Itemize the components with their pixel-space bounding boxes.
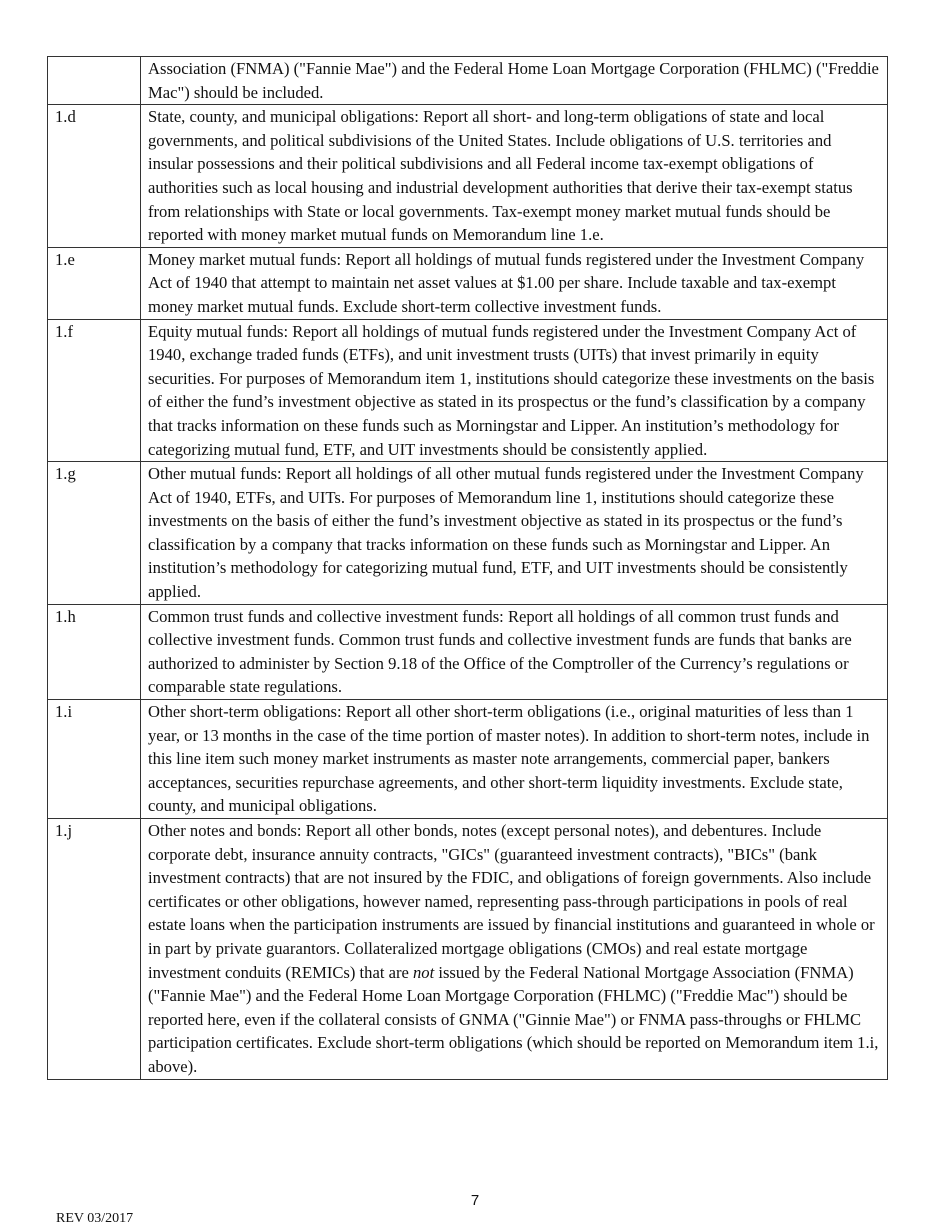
item-description <box>141 819 888 1080</box>
item-description: Other short-term obligations: Report all other short-term obligations (i.e., original maturities of less than 1 year, or 13 months in the case of the time portion of master notes). In addition to short-term notes, include in this line item such money market instruments as master note arrangements, commercial paper, bankers acceptances, securities repurchase agreements, and other short-term liquidity investments. Exclude state, county, and municipal obligations. <box>141 700 888 819</box>
table-row <box>48 819 888 1080</box>
item-code: 1.i <box>48 700 141 819</box>
table-row <box>48 604 888 699</box>
item-code: 1.f <box>48 319 141 462</box>
table-row <box>48 319 888 462</box>
item-description: Common trust funds and collective investment funds: Report all holdings of all common trust funds and collective investment funds. Common trust funds and collective investment funds are funds that banks are authorized to administer by Section 9.18 of the Office of the Comptroller of the Currency’s regulations or comparable state regulations. <box>141 604 888 699</box>
item-description: Other mutual funds: Report all holdings of all other mutual funds registered under the Investment Company Act of 1940, ETFs, and UITs. For purposes of Memorandum line 1, institutions should categorize these investments on the basis of either the fund’s investment objective as stated in its prospectus or the fund’s classification by a company that tracks information on these funds such as Morningstar and Lipper. An institution’s methodology for categorizing mutual fund, ETF, and UIT investments should be consistently applied. <box>141 462 888 605</box>
table-row <box>48 247 888 319</box>
revision-label: REV 03/2017 <box>56 1211 134 1226</box>
emphasis-text: not <box>413 962 435 982</box>
item-description: Equity mutual funds: Report all holdings of mutual funds registered under the Investment Company Act of 1940, exchange traded funds (ETFs), and unit investment trusts (UITs) that invest primarily in equity securities. For purposes of Memorandum item 1, institutions should categorize these investments on the basis of either the fund’s investment objective as stated in its prospectus or the fund’s classification by a company that tracks information on these funds such as Morningstar and Lipper. An institution’s methodology for categorizing mutual fund, ETF, and UIT investments should be consistently applied. <box>141 319 888 462</box>
item-code <box>48 57 141 105</box>
item-description: Money market mutual funds: Report all holdings of mutual funds registered under the Investment Company Act of 1940 that attempt to maintain net asset values at $1.00 per share. Include taxable and tax-exempt money market mutual funds. Exclude short-term collective investment funds. <box>141 247 888 319</box>
item-code: 1.j <box>48 819 141 1080</box>
item-code: 1.h <box>48 604 141 699</box>
definitions-table <box>47 56 888 1080</box>
item-description: Association (FNMA) ("Fannie Mae") and the Federal Home Loan Mortgage Corporation (FHLMC) ("Freddie Mac") should be included. <box>141 57 888 105</box>
table-row <box>48 700 888 819</box>
item-description: State, county, and municipal obligations: Report all short- and long-term obligations of state and local governments, and political subdivisions of the United States. Include obligations of U.S. territories and insular possessions and their political subdivisions and all Federal income tax-exempt obligations of authorities such as local housing and industrial development authorities that derive their tax-exempt status from relationships with State or local governments. Tax-exempt money market mutual funds should be reported with money market mutual funds on Memorandum line 1.e. <box>141 105 888 248</box>
table-row <box>48 105 888 248</box>
page-number: 7 <box>470 1192 480 1209</box>
item-code: 1.e <box>48 247 141 319</box>
item-code: 1.d <box>48 105 141 248</box>
table-row <box>48 57 888 105</box>
description-text: issued by the Federal National Mortgage Association (FNMA) ("Fannie Mae") and the Federal Home Loan Mortgage Corporation (FHLMC) ("Freddie Mac") should be reported here, even if the collateral consists of GNMA ("Ginnie Mae") or FNMA pass-throughs or FHLMC participation certificates. Exclude short-term obligations (which should be reported on Memorandum item 1.i, above). <box>148 962 879 1076</box>
item-code: 1.g <box>48 462 141 605</box>
description-text: Other notes and bonds: Report all other bonds, notes (except personal notes), and debentures. Include corporate debt, insurance annuity contracts, "GICs" (guaranteed investment contracts), "BICs" (bank investment contracts) that are not insured by the FDIC, and obligations of foreign governments. Also include certificates or other obligations, however named, representing pass-through participations in pools of real estate loans when the participation instruments are issued by financial institutions and guaranteed in whole or in part by private guarantors. Collateralized mortgage obligations (CMOs) and real estate mortgage investment conduits (REMICs) that are <box>148 821 875 982</box>
table-row <box>48 462 888 605</box>
